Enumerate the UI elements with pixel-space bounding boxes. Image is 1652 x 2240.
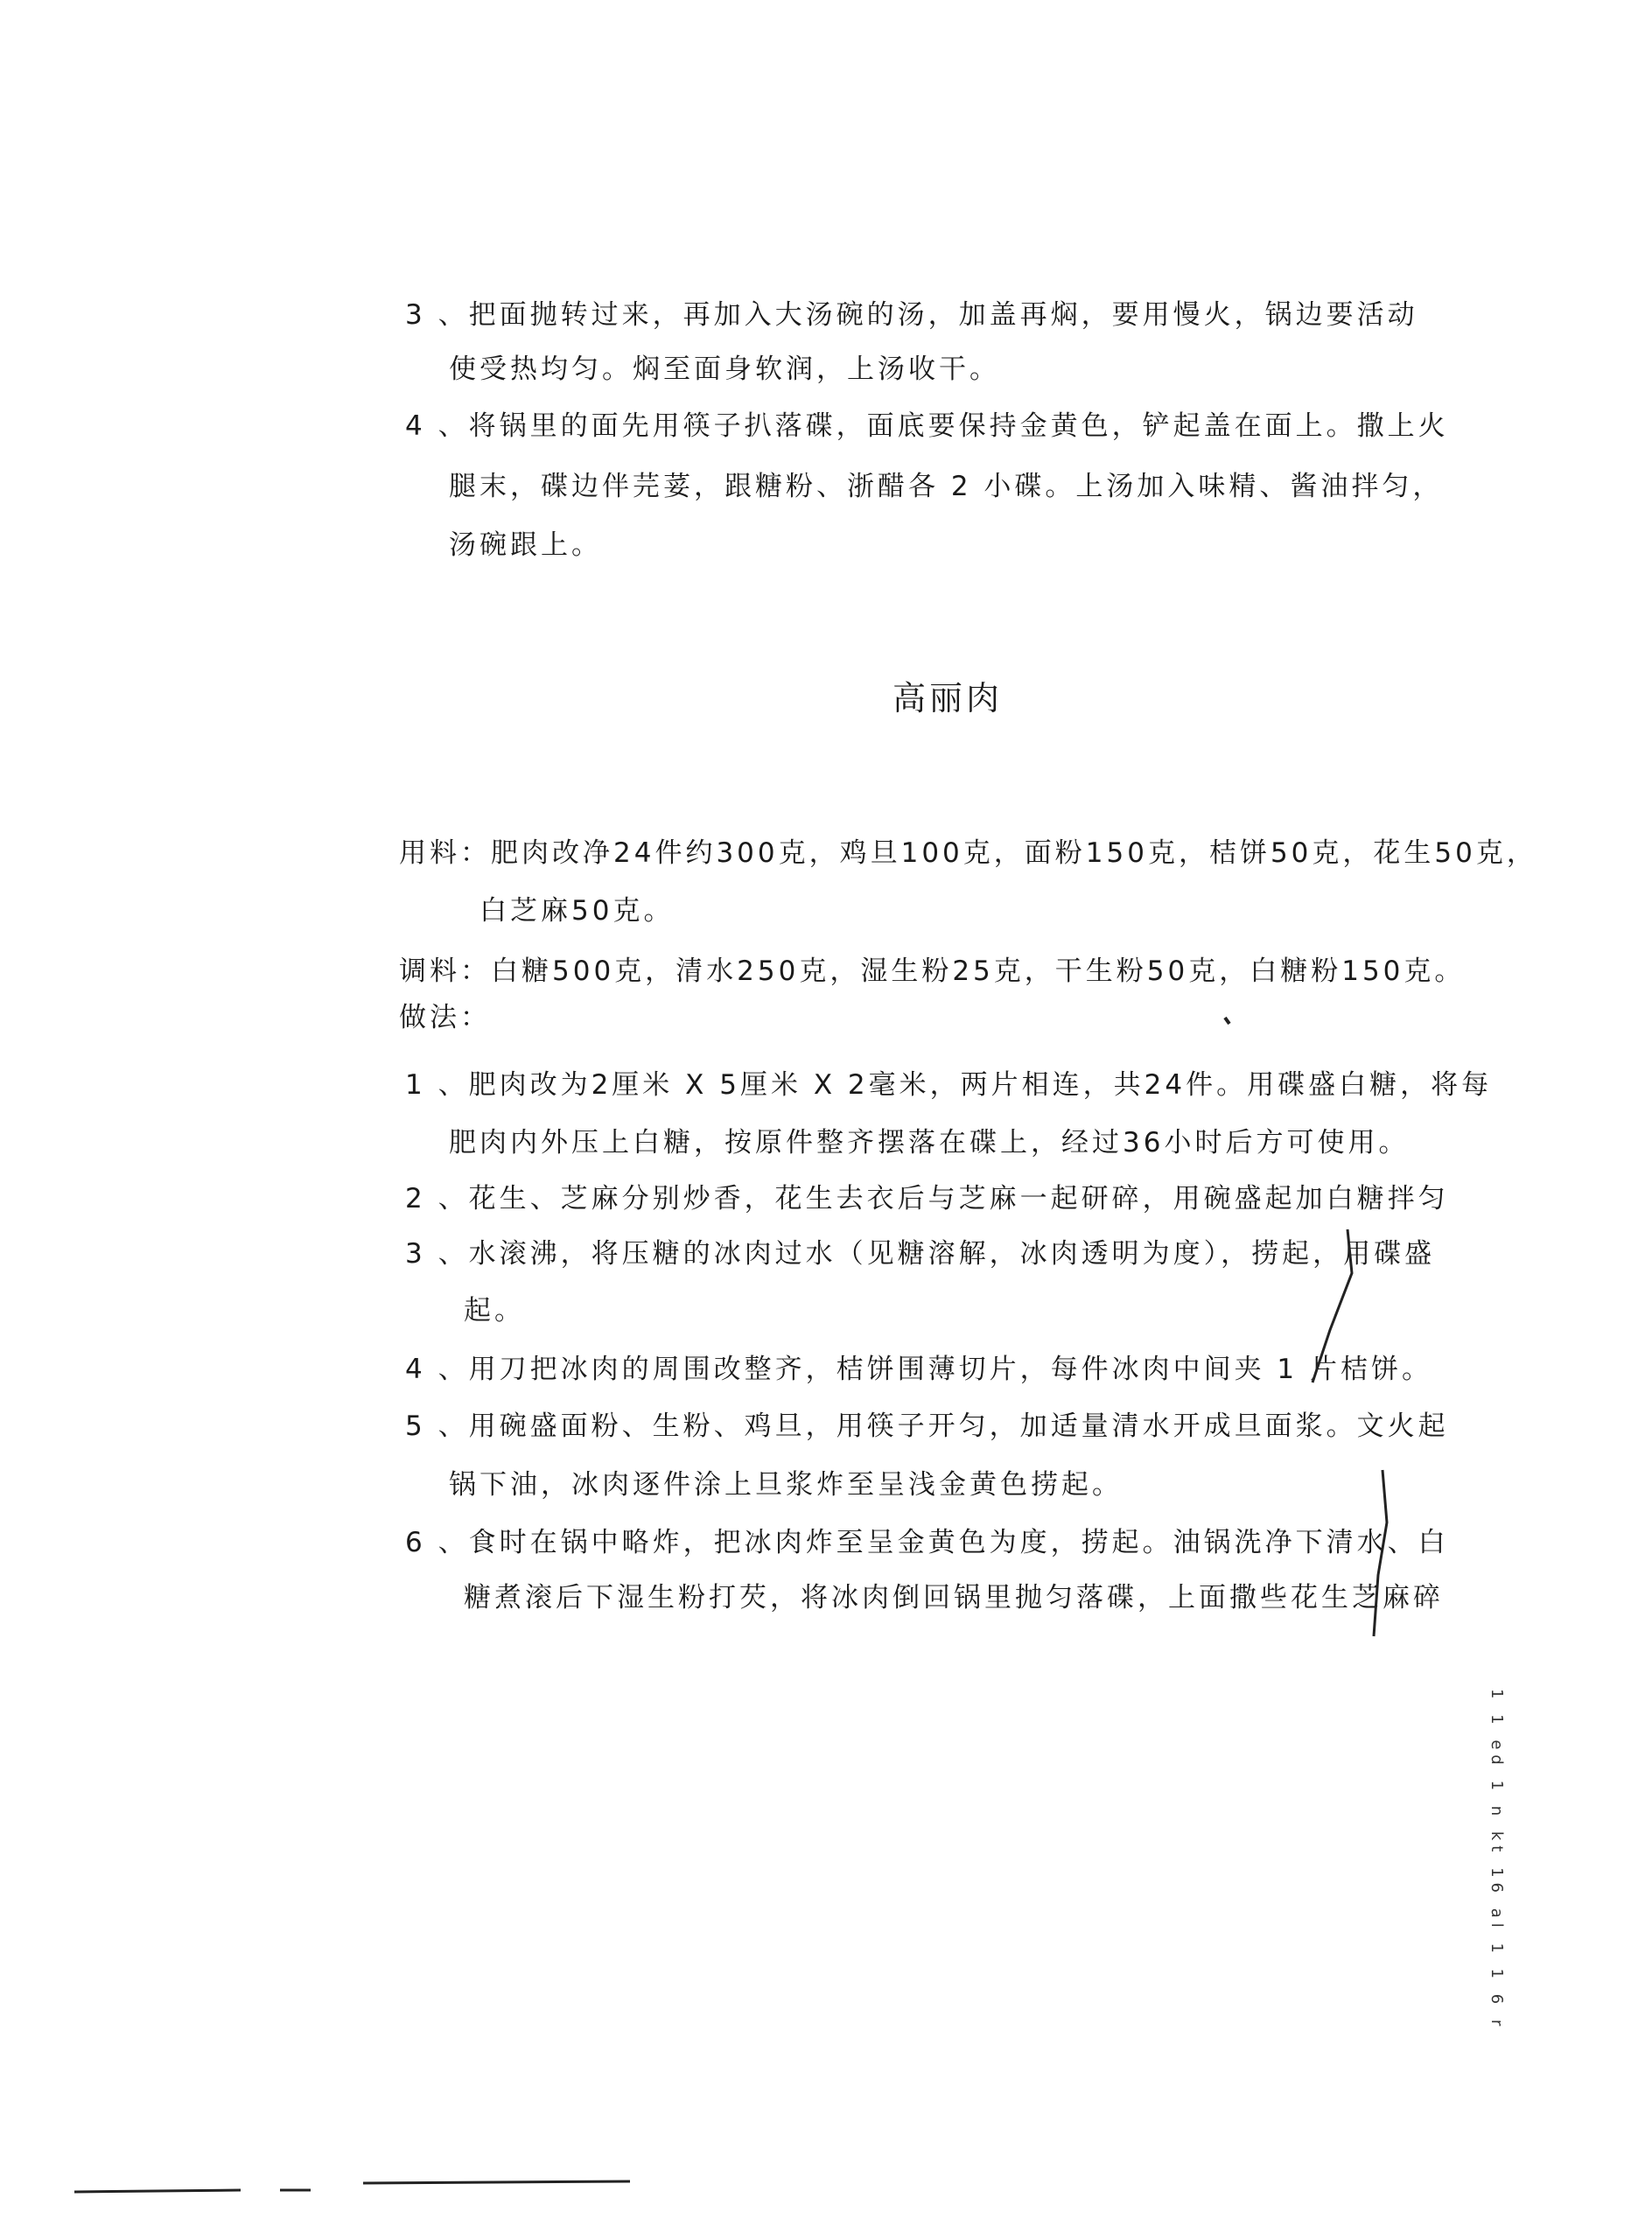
bottom-rule-1 [74,2190,241,2192]
step5-line2: 锅下油，冰肉逐件涂上旦浆炸至呈浅金黄色捞起。 [449,1469,1123,1501]
step1-line1: 1 、肥肉改为2厘米 X 5厘米 X 2毫米，两片相连，共24件。用碟盛白糖，将每 [405,1069,1493,1101]
prior-step4-line1: 4 、将锅里的面先用筷子扒落碟，面底要保持金黄色，铲起盖在面上。撒上火 [405,410,1449,442]
step6-line2: 糖煮滚后下湿生粉打芡，将冰肉倒回锅里抛匀落碟，上面撒些花生芝麻碎 [464,1582,1444,1614]
ingredients-line2: 白芝麻50克。 [480,895,675,927]
prior-step4-line3: 汤碗跟上。 [449,529,602,561]
bottom-rule-3 [363,2181,630,2183]
step3-line2: 起。 [464,1295,525,1326]
step1-line2: 肥肉内外压上白糖，按原件整齐摆落在碟上，经过36小时后方可使用。 [449,1127,1410,1158]
method-label: 做法： [399,1002,491,1033]
step4-line1: 4 、用刀把冰肉的周围改整齐，桔饼围薄切片，每件冰肉中间夹 1 片桔饼。 [405,1354,1433,1385]
prior-step4-line2: 腿末，碟边伴芫荽，跟糖粉、浙醋各 2 小碟。上汤加入味精、酱油拌匀， [449,471,1444,502]
step2-line1: 2 、花生、芝麻分别炒香，花生去衣后与芝麻一起研碎，用碗盛起加白糖拌匀 [405,1183,1449,1214]
margin-note: 1 1 ed 1 n kt 16 al 1 1 6 r [1488,1689,1506,2032]
step6-line1: 6 、食时在锅中略炸，把冰肉炸至呈金黄色为度，捞起。油锅洗净下清水、白 [405,1527,1449,1558]
seasonings-line: 调料：白糖500克，清水250克，湿生粉25克，干生粉50克，白糖粉150克。 [399,956,1466,987]
ingredients-line1: 用料：肥肉改净24件约300克，鸡旦100克，面粉150克，桔饼50克，花生50克， [399,837,1537,869]
prior-step3-line1: 3 、把面抛转过来，再加入大汤碗的汤，加盖再焖，要用慢火，锅边要活动 [405,299,1418,331]
step3-line1: 3 、水滚沸，将压糖的冰肉过水（见糖溶解，冰肉透明为度），捞起，用碟盛 [405,1238,1436,1270]
step5-line1: 5 、用碗盛面粉、生粉、鸡旦，用筷子开匀，加适量清水开成旦面浆。文火起 [405,1410,1449,1442]
prior-step3-line2: 使受热均匀。焖至面身软润，上汤收干。 [449,354,1000,385]
pen-stroke-3 [1225,1018,1229,1024]
recipe-title: 高丽肉 [892,679,1004,718]
